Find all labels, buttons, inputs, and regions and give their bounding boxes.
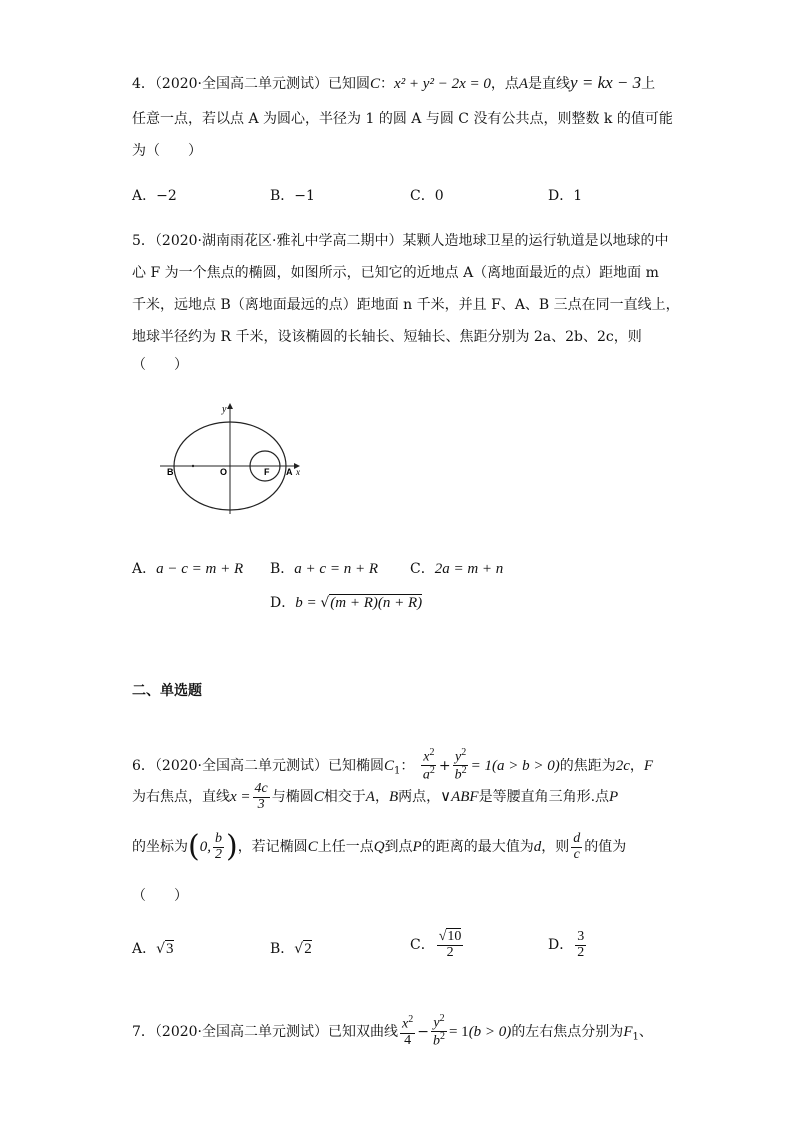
frac-4c-3: $\frac{4c}{3}$ [254,781,268,812]
frac-y2-b2: $\frac{y^2}{b^2}$ [454,747,467,783]
label-o: O [220,467,228,477]
q6-line-1: 6．（2020·全国高二单元测试）已知椭圆$C_1$： $\frac{x^2}{a^2}$ + $\frac{y^2}{b^2}$ = 1(a > b > 0)的焦距为2c，F [132,747,654,783]
q4-option-c: C．0 [410,188,444,204]
q4-option-d: D．1 [548,188,583,204]
q5-option-d: D．b = √(m + R)(n + R) [270,595,423,611]
q6-line-4: （ ） [132,888,188,904]
frac-x2-4: $\frac{x^2}{4}$ [402,1014,414,1048]
q6-line-3: 的坐标为(0, $\frac{b}{2}$ )，若记椭圆C上任一点Q到点P的距离的最大值为d，则 $\frac{d}{c}$ 的值为 [132,829,627,865]
q6-option-c: C． $\frac{√10}{2}$ [410,929,462,960]
q6-option-b: B．√2 [270,941,312,957]
q6-option-a: A．√3 [132,941,174,957]
q5-option-a: A．a − c = m + R [132,561,244,577]
q7-line-1: 7．（2020·全国高二单元测试）已知双曲线 $\frac{x^2}{4}$ − $\frac{y^2}{b^2}$ = 1(b > 0)的左右焦点分别为$F_1$、 [132,1013,653,1049]
label-y: y [222,404,227,415]
q5-line-1: 5．（2020·湖南雨花区·雅礼中学高二期中）某颗人造地球卫星的运行轨道是以地球的中 [132,233,669,249]
q4-line-3: 为（ ） [132,143,202,159]
q5-option-c: C．2a = m + n [410,561,504,577]
frac-d-c: $\frac{d}{c}$ [573,831,581,862]
q5-line-2: 心 F 为一个焦点的椭圆，如图所示，已知它的近地点 A（离地面最近的点）距地面 m [132,265,659,281]
label-a: A [286,467,293,477]
frac-b-2: $\frac{b}{2}$ [214,831,222,862]
q5-line-4: 地球半径约为 R 千米，设该椭圆的长轴长、短轴长、焦距分别为 2a、2b、2c，则 [132,329,642,345]
frac-y2-b2-q7: $\frac{y^2}{b^2}$ [432,1013,445,1049]
q5-line-5: （ ） [132,357,188,373]
q5-line-3: 千米，远地点 B（离地面最远的点）距地面 n 千米，并且 F、A、B 三点在同一直线上， [132,297,680,313]
label-x: x [296,467,300,477]
q4-option-a: A．−2 [132,188,177,204]
label-b: B [167,467,174,477]
y-axis-arrow [227,403,233,409]
q5-option-b: B．a + c = n + R [270,561,378,577]
q6-line-2: 为右焦点，直线x = $\frac{4c}{3}$ 与椭圆C相交于A，B两点，∨ABF是等腰直角三角形.点P [132,781,619,812]
section-heading: 二、单选题 [132,683,202,699]
frac-x2-a2: $\frac{x^2}{a^2}$ [422,747,435,783]
q4-line-1: 4．（2020·全国高二单元测试）已知圆C：x² + y² − 2x = 0，点A是直线y = kx − 3上 [132,73,656,92]
q4-option-b: B．−1 [270,188,315,204]
tick-point [192,465,194,467]
ellipse-orbit-figure [158,400,308,515]
q6-option-d: D． $\frac{3}{2}$ [548,929,585,960]
label-f: F [264,467,270,477]
q4-line-2: 任意一点，若以点 A 为圆心，半径为 1 的圆 A 与圆 C 没有公共点，则整数 k 的值可能 [132,111,673,127]
